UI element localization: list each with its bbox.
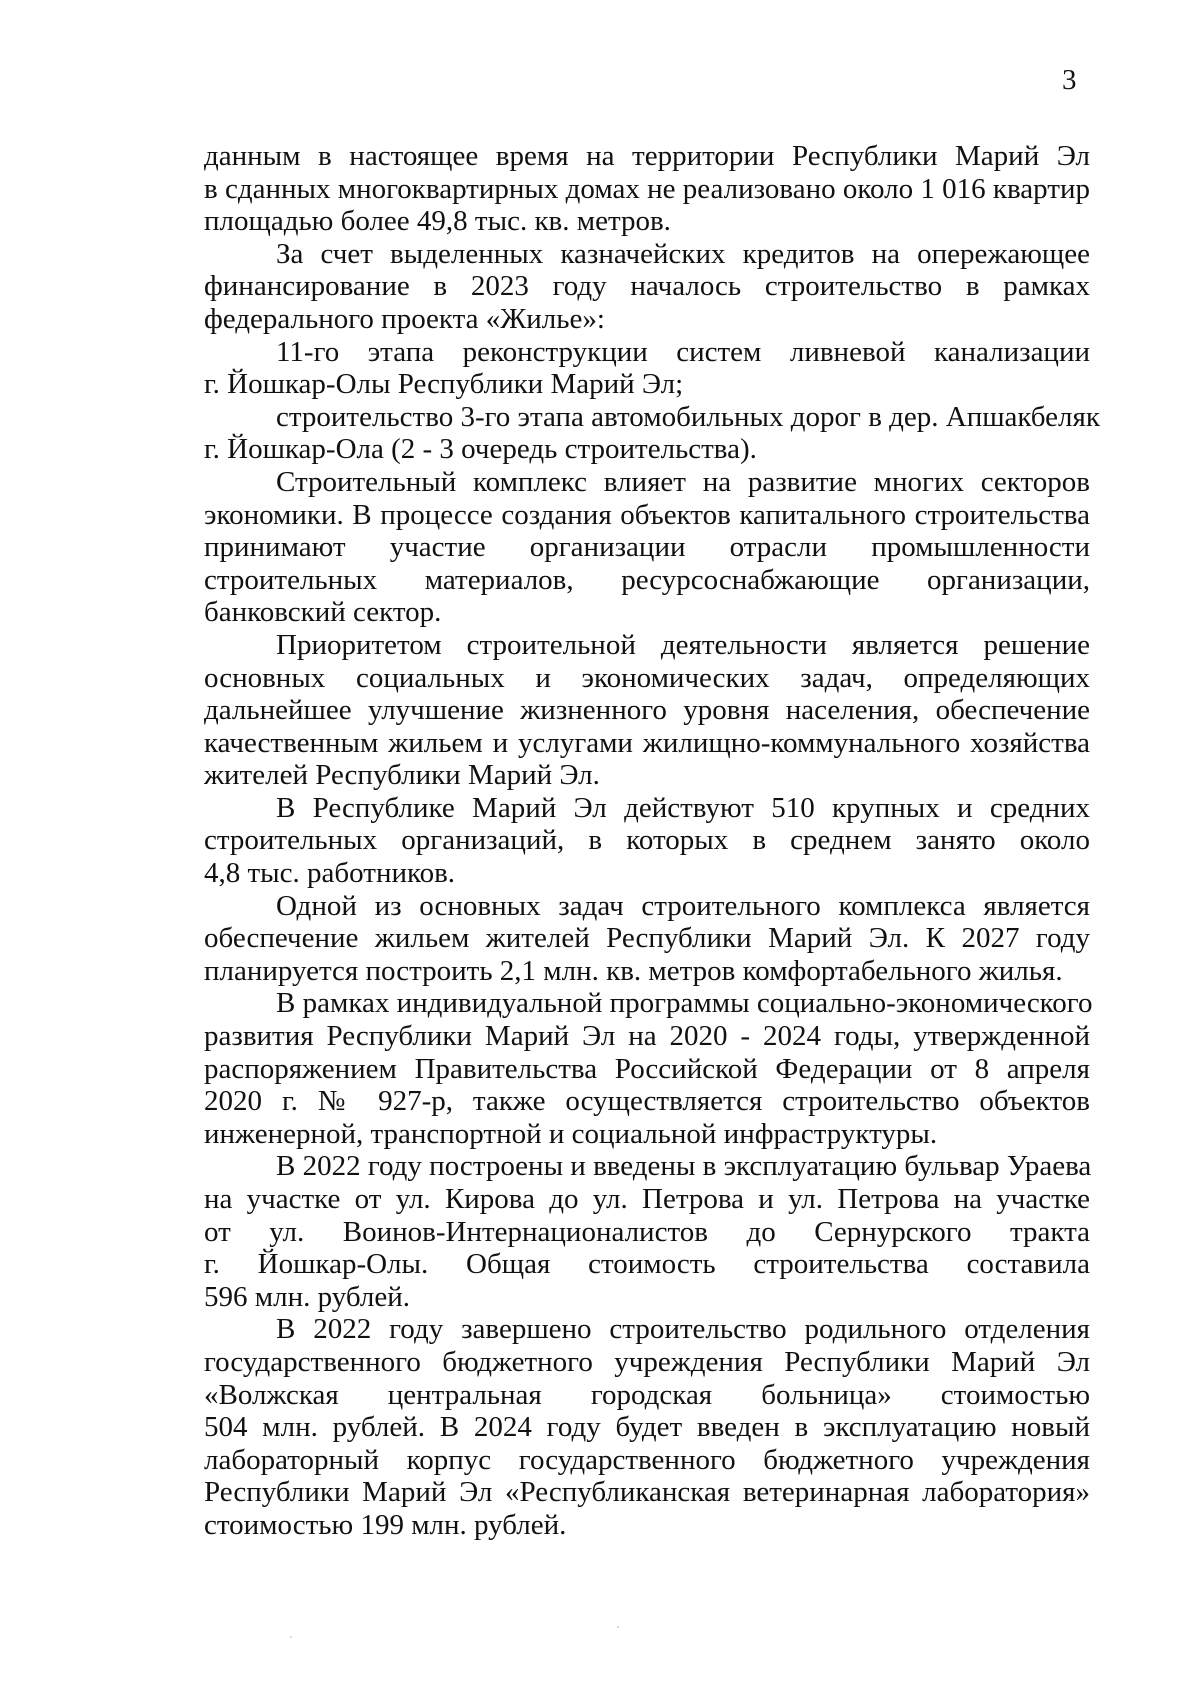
text-line: В Республике Марий Эл действуют 510 крупных и средних: [276, 791, 1090, 824]
text-line: стоимостью 199 млн. рублей.: [204, 1508, 567, 1541]
paragraph: [204, 629, 1090, 792]
text-line: от ул. Воинов-Интернационалистов до Сернурского тракта: [204, 1215, 1090, 1248]
text-line: строительных организаций, в которых в среднем занято около: [204, 824, 1090, 857]
text-line: инженерной, транспортной и социальной инфраструктуры.: [204, 1117, 938, 1150]
text-line: развития Республики Марий Эл на 2020 - 2024 годы, утвержденной: [204, 1020, 1090, 1053]
text-line: 504 млн. рублей. В 2024 году будет введен в эксплуатацию новый: [204, 1411, 1090, 1444]
text-line: государственного бюджетного учреждения Республики Марий Эл: [204, 1345, 1090, 1378]
text-line: г. Йошкар-Олы Республики Марий Эл;: [204, 368, 684, 401]
text-line: банковский сектор.: [204, 596, 442, 629]
text-line: планируется построить 2,1 млн. кв. метров комфортабельного жилья.: [204, 954, 1063, 987]
paragraph: [204, 466, 1090, 629]
paragraph: [204, 140, 1090, 238]
text-line: лабораторный корпус государственного бюджетного учреждения: [204, 1443, 1090, 1476]
text-line: «Волжская центральная городская больница» стоимостью: [204, 1378, 1090, 1411]
text-line: строительство 3-го этапа автомобильных дорог в дер. Апшакбеляк: [276, 400, 1100, 433]
text-line: В 2022 году завершено строительство родильного отделения: [276, 1313, 1090, 1346]
text-line: распоряжением Правительства Российской Федерации от 8 апреля: [204, 1052, 1090, 1085]
text-line: принимают участие организации отрасли промышленности: [204, 531, 1090, 564]
paragraph: [204, 336, 1090, 401]
paragraph: [204, 890, 1090, 988]
paragraph: [204, 987, 1093, 1150]
text-line: 596 млн. рублей.: [204, 1280, 410, 1313]
text-line: дальнейшее улучшение жизненного уровня населения, обеспечение: [204, 694, 1090, 727]
text-line: качественным жильем и услугами жилищно-коммунального хозяйства: [204, 726, 1090, 759]
paragraph: [204, 238, 1090, 336]
paragraph: [204, 1313, 1090, 1541]
text-line: данным в настоящее время на территории Республики Марий Эл: [204, 140, 1090, 172]
scan-artifact: [617, 1626, 619, 1628]
text-line: 11-го этапа реконструкции систем ливневой канализации: [276, 335, 1090, 368]
paragraph: [204, 400, 1100, 466]
text-line: Республики Марий Эл «Республиканская ветеринарная лаборатория»: [204, 1476, 1090, 1509]
paragraph: [204, 1150, 1090, 1313]
text-line: в сданных многоквартирных домах не реализовано около 1 016 квартир: [204, 172, 1090, 205]
text-line: Одной из основных задач строительного комплекса является: [276, 889, 1090, 922]
scan-artifact: [290, 1636, 292, 1638]
text-line: г. Йошкар-Ола (2 - 3 очередь строительства).: [204, 433, 757, 466]
text-line: 2020 г. № 927-р, также осуществляется строительство объектов: [204, 1085, 1090, 1118]
document-body: [204, 140, 1100, 1542]
text-line: основных социальных и экономических задач, определяющих: [204, 661, 1090, 694]
text-line: федерального проекта «Жилье»:: [204, 302, 605, 335]
text-line: строительных материалов, ресурсоснабжающие организации,: [204, 563, 1090, 596]
text-line: площадью более 49,8 тыс. кв. метров.: [204, 205, 671, 238]
text-line: В 2022 году построены и введены в эксплуатацию бульвар Ураева: [276, 1150, 1092, 1183]
page-number: 3: [1062, 64, 1077, 96]
text-line: В рамках индивидуальной программы социально-экономического: [276, 987, 1093, 1020]
text-line: на участке от ул. Кирова до ул. Петрова и ул. Петрова на участке: [204, 1183, 1090, 1215]
text-line: 4,8 тыс. работников.: [204, 857, 456, 890]
paragraph: [204, 792, 1090, 890]
text-line: финансирование в 2023 году началось строительство в рамках: [204, 270, 1090, 303]
text-line: За счет выделенных казначейских кредитов на опережающее: [276, 237, 1090, 270]
text-line: жителей Республики Марий Эл.: [204, 759, 600, 792]
text-line: Приоритетом строительной деятельности является решение: [276, 628, 1090, 661]
text-line: обеспечение жильем жителей Республики Марий Эл. К 2027 году: [204, 922, 1090, 955]
text-line: экономики. В процессе создания объектов капитального строительства: [204, 498, 1090, 531]
text-line: г. Йошкар-Олы. Общая стоимость строительства составила: [204, 1248, 1090, 1281]
text-line: Строительный комплекс влияет на развитие многих секторов: [276, 465, 1090, 498]
